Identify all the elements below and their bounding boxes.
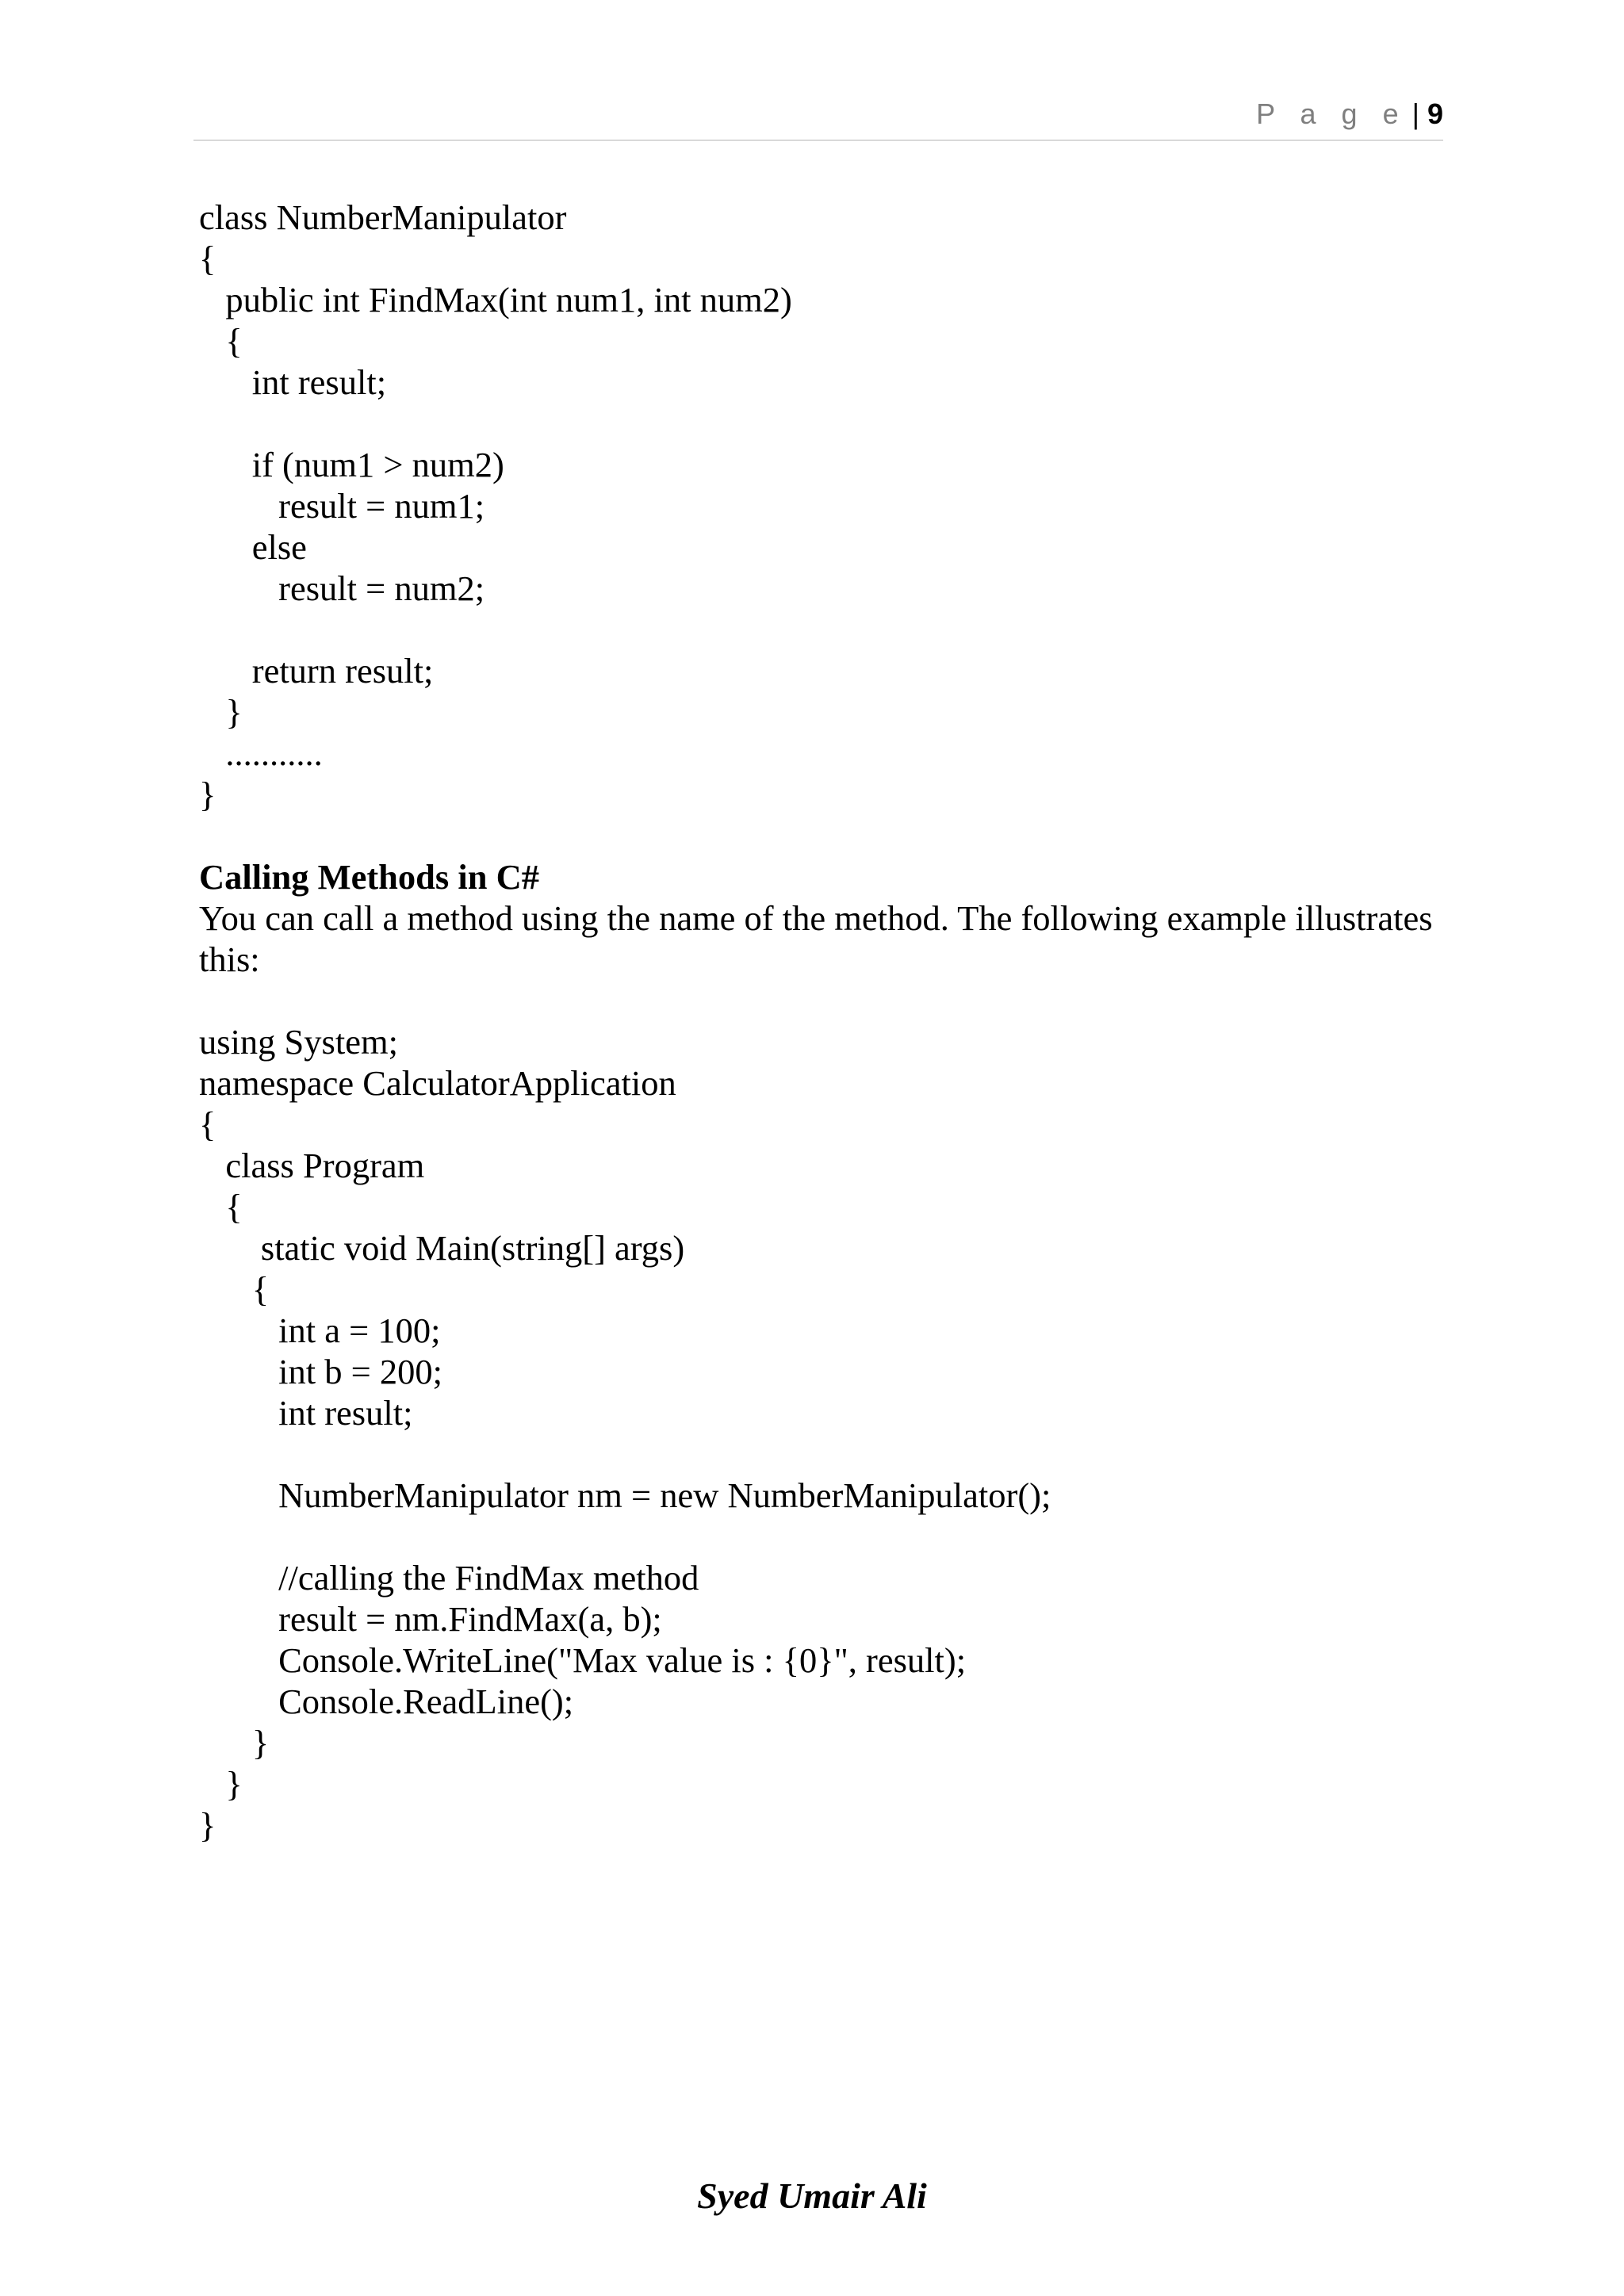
code-line: } xyxy=(199,1723,270,1762)
code-line: if (num1 > num2) xyxy=(199,445,504,484)
code-line: else xyxy=(199,527,307,567)
code-line: Console.ReadLine(); xyxy=(199,1682,574,1721)
page-header xyxy=(193,95,1443,141)
page-word: P a g e xyxy=(1256,98,1408,130)
code-line: } xyxy=(199,775,216,814)
spacer xyxy=(199,815,1452,856)
code-line: //calling the FindMax method xyxy=(199,1558,699,1598)
code-line xyxy=(199,609,1452,650)
code-line: { xyxy=(199,1269,270,1309)
code-line: int b = 200; xyxy=(199,1352,442,1391)
code-line: namespace CalculatorApplication xyxy=(199,1063,676,1103)
code-line: { xyxy=(199,1104,216,1144)
code-line: int result; xyxy=(199,1393,413,1433)
code-line xyxy=(199,403,1452,444)
page-footer-author: Syed Umair Ali xyxy=(697,2175,927,2216)
code-block-class-definition xyxy=(199,197,1452,815)
code-line: int result; xyxy=(199,362,387,402)
code-line: return result; xyxy=(199,651,434,691)
code-line: class Program xyxy=(199,1146,425,1185)
code-line: Console.WriteLine("Max value is : {0}", result); xyxy=(199,1640,967,1680)
spacer xyxy=(199,980,1452,1021)
code-line: result = num2; xyxy=(199,568,485,608)
code-line: static void Main(string[] args) xyxy=(199,1228,685,1268)
section-heading: Calling Methods in C# xyxy=(199,857,539,897)
code-line: class NumberManipulator xyxy=(199,197,567,237)
code-line: } xyxy=(199,1764,243,1804)
code-line: } xyxy=(199,692,243,732)
code-line: result = nm.FindMax(a, b); xyxy=(199,1599,662,1639)
code-line: { xyxy=(199,1187,243,1226)
code-line xyxy=(199,1516,1452,1557)
code-line: } xyxy=(199,1805,216,1845)
code-line: { xyxy=(199,239,216,278)
page-content xyxy=(199,197,1452,1846)
code-line: result = num1; xyxy=(199,486,485,526)
code-line xyxy=(199,1433,1452,1475)
page-number: 9 xyxy=(1427,98,1443,130)
code-line: int a = 100; xyxy=(199,1311,441,1350)
page-separator: | xyxy=(1411,98,1419,130)
code-line: ........... xyxy=(199,733,323,773)
code-block-program xyxy=(199,1021,1452,1846)
code-line: NumberManipulator nm = new NumberManipulator(); xyxy=(199,1475,1051,1515)
section-paragraph: You can call a method using the name of the method. The following example illustrates this: xyxy=(199,898,1433,979)
code-line: public int FindMax(int num1, int num2) xyxy=(199,280,792,320)
code-line: { xyxy=(199,321,243,361)
code-line: using System; xyxy=(199,1022,398,1062)
page-number-label xyxy=(1256,97,1443,132)
